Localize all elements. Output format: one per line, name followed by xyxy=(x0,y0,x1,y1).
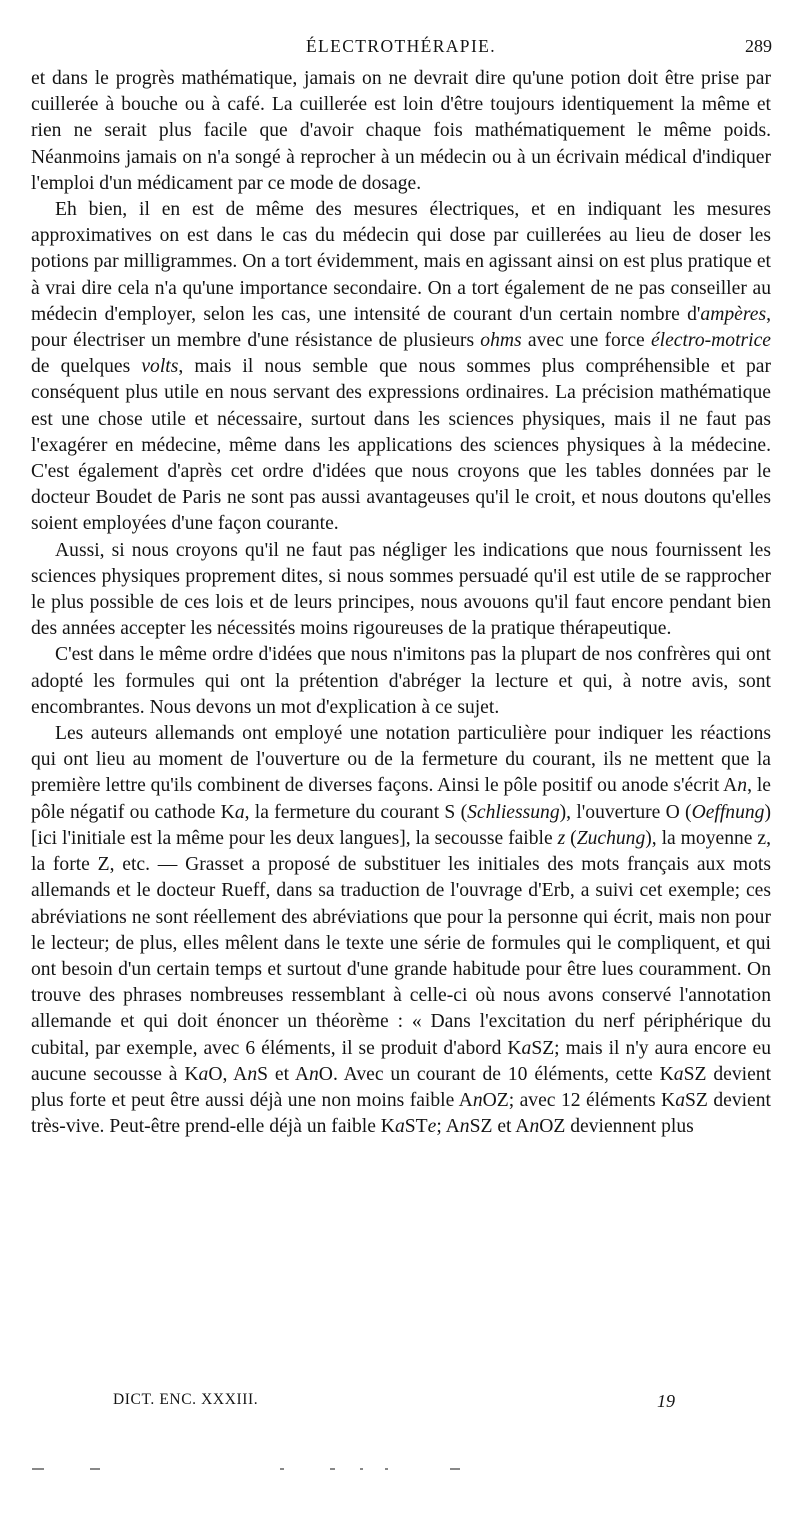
italic-term: électro-motrice xyxy=(650,330,771,352)
italic-term: a xyxy=(198,1063,209,1085)
paragraph xyxy=(31,197,771,538)
italic-term: ohms xyxy=(480,330,522,352)
paragraph xyxy=(31,642,771,721)
text-run: ( xyxy=(565,827,577,849)
italic-term: Zuchung xyxy=(576,827,646,849)
italic-term: Oeffnung xyxy=(691,801,765,823)
running-header xyxy=(30,34,772,60)
sheet-number: 19 xyxy=(657,1391,675,1411)
paragraph xyxy=(31,721,771,1140)
text-run: avec une force xyxy=(521,330,651,352)
text-run: ; A xyxy=(436,1116,460,1138)
italic-term: n xyxy=(529,1116,540,1138)
italic-term: n xyxy=(247,1063,258,1085)
text-run: SZ; mais il n'y aura encore eu aucune secousse à K xyxy=(31,1037,771,1085)
italic-term: a xyxy=(394,1116,405,1138)
text-run: OZ deviennent plus xyxy=(539,1116,694,1138)
page-number: 289 xyxy=(745,36,772,56)
text-run: , mais il nous semble que nous sommes plus compréhensible et par conséquent plus utile en nous servant des expressions ordinaires. La précision mathématique est une chose utile et nécessaire, surtout dans les sciences physiques, mais il ne faut pas l'exagérer en médecine, même dans les applications des sciences physiques à la médecine. C'est également d'après cet ordre d'idées que nous croyons que les tables données par le docteur Boudet de Paris ne sont pas aussi avantageuses qu'il le croit, et nous doutons qu'elles soient employées d'une façon courante. xyxy=(31,356,771,535)
text-run: Eh bien, il en est de même des mesures électriques, et en indiquant les mesures approximatives on est dans le cas du médecin qui dose par cuillerées au lieu de doser les potions par milligrammes. On a tort évidemment, mais en agissant ainsi on est plus pratique et à vrai dire cela n'a qu'une importance secondaire. On a tort également de ne pas conseiller au médecin d'employer, selon les cas, une intensité de courant d'un certain nombre d' xyxy=(31,199,771,325)
text-run: ), l'ouverture O ( xyxy=(559,801,692,823)
body-text xyxy=(31,66,771,1140)
page-footer xyxy=(30,1391,772,1415)
italic-term: ampères xyxy=(700,303,767,325)
text-run: ), la moyenne z, la forte Z, etc. — Grasset a proposé de substituer les initiales des mots français aux mots allemands et le docteur Rueff, dans sa traduction de l'ouvrage d'Erb, a suivi cet exemple; ces abréviations ne sont réellement des abréviations que pour la personne qui écrit, mais non pour le lecteur; de plus, elles mêlent dans le texte une série de formules qui le compliquent, et qui ont besoin d'un certain temps et surtout d'une grande habitude pour être lues couramment. On trouve des phrases nombreuses ressemblant à celle-ci où nous avons conservé l'annotation allemande et qui doit énoncer un théorème : « Dans l'excitation du nerf périphérique du cubital, par exemple, avec 6 éléments, il se produit d'abord K xyxy=(31,827,771,1059)
text-run: SZ et A xyxy=(469,1116,530,1138)
text-run: S et A xyxy=(257,1063,309,1085)
running-title: ÉLECTROTHÉRAPIE. xyxy=(305,36,497,56)
italic-term: n xyxy=(737,775,748,797)
italic-term: a xyxy=(675,1089,686,1111)
text-run: de quelques xyxy=(31,356,142,378)
text-run: ) [ici l'initiale est la même pour les deux langues], la secousse faible xyxy=(31,801,772,849)
italic-term: z xyxy=(557,827,566,849)
italic-term: a xyxy=(673,1063,684,1085)
text-run: ST xyxy=(404,1116,428,1138)
italic-term: a xyxy=(234,801,245,823)
text-run: , la fermeture du courant S ( xyxy=(244,801,468,823)
text-run: C'est dans le même ordre d'idées que nous n'imitons pas la plupart de nos confrères qui ont adopté les formules qui ont la prétention d'abréger la lecture et qui, à notre avis, sont encombrantes. Nous devons un mot d'explication à ce sujet. xyxy=(31,644,771,718)
italic-term: n xyxy=(309,1063,319,1085)
text-run: et dans le progrès mathématique, jamais on ne devrait dire qu'une potion doit être prise par cuillerée à bouche ou à café. La cuillerée est loin d'être toujours identiquement la même et rien ne serait plus facile que d'avoir chaque fois mathématiquement le même poids. Néanmoins jamais on n'a songé à reprocher à un médecin ou à un écrivain médical d'indiquer l'emploi d'un médicament par ce mode de dosage. xyxy=(31,68,771,194)
italic-term: e xyxy=(427,1116,437,1138)
text-run: O. Avec un courant de 10 éléments, cette K xyxy=(318,1063,674,1085)
italic-term: Schliessung xyxy=(467,801,560,823)
text-run: SZ devient plus forte et peut être aussi déjà une non moins faible A xyxy=(31,1063,772,1111)
text-run: SZ devient très-vive. Peut-être prend-elle déjà un faible K xyxy=(31,1089,771,1138)
text-run: , pour électriser un membre d'une résistance de plusieurs xyxy=(31,303,771,352)
paragraph xyxy=(31,66,771,197)
text-run: Aussi, si nous croyons qu'il ne faut pas négliger les indications que nous fournissent les sciences physiques proprement dites, si nous sommes persuadé qu'il est utile de se rapprocher le plus possible de ces lois et de leurs principes, nous avouons qu'il faut encore pendant bien des années accepter les nécessités moins rigoureuses de la pratique thérapeutique. xyxy=(31,539,771,640)
text-run: , le pôle négatif ou cathode K xyxy=(31,775,771,823)
text-run: Les auteurs allemands ont employé une notation particulière pour indiquer les réactions qui ont lieu au moment de l'ouverture ou de la fermeture du courant, ils ne mettent que la première lettre qu'ils combinent de diverses façons. Ainsi le pôle positif ou anode s'écrit A xyxy=(31,723,771,797)
italic-term: n xyxy=(472,1089,483,1111)
italic-term: n xyxy=(459,1116,470,1138)
italic-term: a xyxy=(521,1037,532,1059)
italic-term: volts xyxy=(141,356,179,378)
text-run: O, A xyxy=(208,1063,248,1085)
signature-mark: DICT. ENC. XXXIII. xyxy=(113,1391,259,1408)
paragraph xyxy=(31,538,771,643)
text-run: OZ; avec 12 éléments K xyxy=(482,1089,676,1111)
print-specks xyxy=(30,1468,772,1471)
